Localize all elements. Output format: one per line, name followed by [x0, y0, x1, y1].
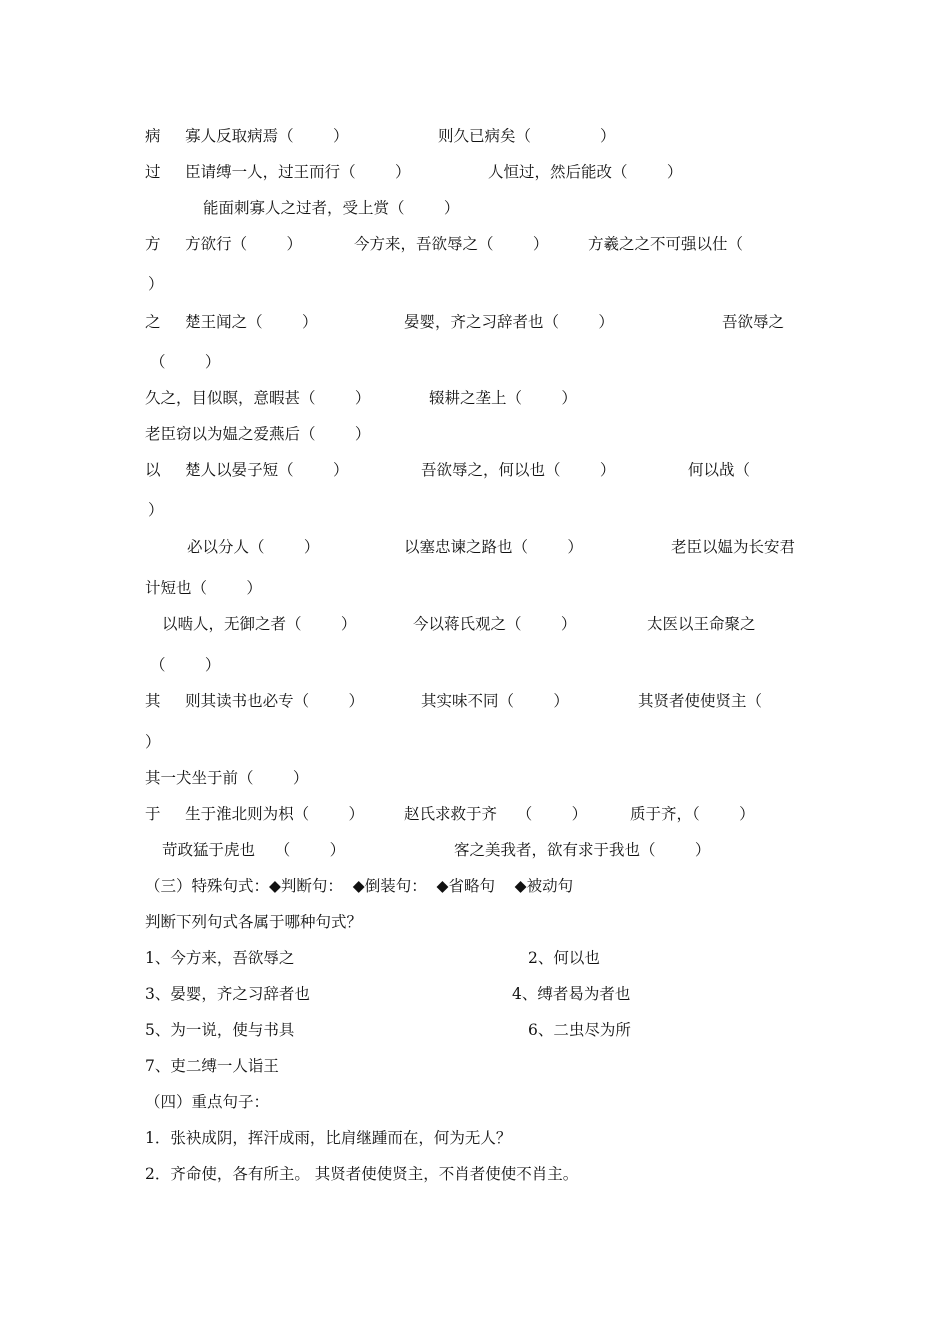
text-line: 人恒过，然后能改（ ） [488, 163, 683, 181]
text-line: 判断下列句式各属于哪种句式？ [145, 913, 363, 931]
text-line: （ ） [150, 353, 221, 371]
text-line: 赵氏求救于齐 （ ） [404, 805, 588, 823]
text-line: ） [145, 733, 161, 751]
text-line: 病 寡人反取病焉（ ） [145, 127, 349, 145]
text-line: 苛政猛于虎也 （ ） [162, 841, 346, 859]
section-heading: （三）特殊句式：◆判断句： ◆倒装句： ◆省略句 ◆被动句 [145, 877, 574, 895]
list-item: 1．张袂成阴，挥汗成雨，比肩继踵而在，何为无人？ [145, 1129, 512, 1147]
text-line: 必以分人（ ） [187, 538, 320, 556]
text-line: 其一犬坐于前（ ） [145, 769, 309, 787]
text-line: 吾欲辱之，何以也（ ） [421, 461, 616, 479]
text-line: 今以蒋氏观之（ ） [413, 615, 577, 633]
text-line: 于 生于淮北则为枳（ ） [145, 805, 365, 823]
text-line: 太医以王命聚之 [647, 615, 756, 633]
list-item: 3、晏婴，齐之习辞者也 [145, 985, 310, 1003]
text-line: 以塞忠谏之路也（ ） [404, 538, 583, 556]
text-line: 久之，目似瞑，意暇甚（ ） [145, 389, 371, 407]
text-line: 以啮人，无御之者（ ） [162, 615, 357, 633]
text-line: 过 臣请缚一人，过王而行（ ） [145, 163, 411, 181]
text-line: 计短也（ ） [145, 579, 262, 597]
text-line: 之 楚王闻之（ ） [145, 313, 318, 331]
text-line: 方羲之之不可强以仕（ [588, 235, 744, 253]
list-item: 6、二虫尽为所 [528, 1021, 631, 1039]
text-line: 以 楚人以晏子短（ ） [145, 461, 349, 479]
text-line: ） [148, 501, 164, 519]
text-line: 其实味不同（ ） [421, 692, 569, 710]
text-line: 质于齐，（ ） [630, 805, 755, 823]
list-item: 7、吏二缚一人诣王 [145, 1057, 279, 1075]
list-item: 2．齐命使，各有所主。 其贤者使使贤主，不肖者使使不肖主。 [145, 1165, 579, 1183]
text-line: 老臣窃以为媪之爱燕后（ ） [145, 425, 371, 443]
text-line: 其 则其读书也必专（ ） [145, 692, 365, 710]
list-item: 2、何以也 [528, 949, 600, 967]
list-item: 1、今方来，吾欲辱之 [145, 949, 295, 967]
text-line: 客之美我者，欲有求于我也（ ） [454, 841, 711, 859]
text-line: 则久已病矣（ ） [438, 127, 616, 145]
list-item: 4、缚者曷为者也 [512, 985, 631, 1003]
text-line: 辍耕之垄上（ ） [429, 389, 577, 407]
text-line: （ ） [150, 656, 221, 674]
text-line: 老臣以媪为长安君 [671, 538, 796, 556]
text-line: 何以战（ [688, 461, 751, 479]
list-item: 5、为一说，使与书具 [145, 1021, 295, 1039]
text-line: 吾欲辱之 [722, 313, 785, 331]
text-line: 方 方欲行（ ） [145, 235, 303, 253]
text-line: 晏婴，齐之习辞者也（ ） [404, 313, 614, 331]
text-line: 能面刺寡人之过者，受上赏（ ） [203, 199, 460, 217]
text-line: 今方来，吾欲辱之（ ） [354, 235, 549, 253]
text-line: ） [148, 275, 164, 293]
section-heading: （四）重点句子： [145, 1093, 270, 1111]
text-line: 其贤者使使贤主（ [638, 692, 763, 710]
